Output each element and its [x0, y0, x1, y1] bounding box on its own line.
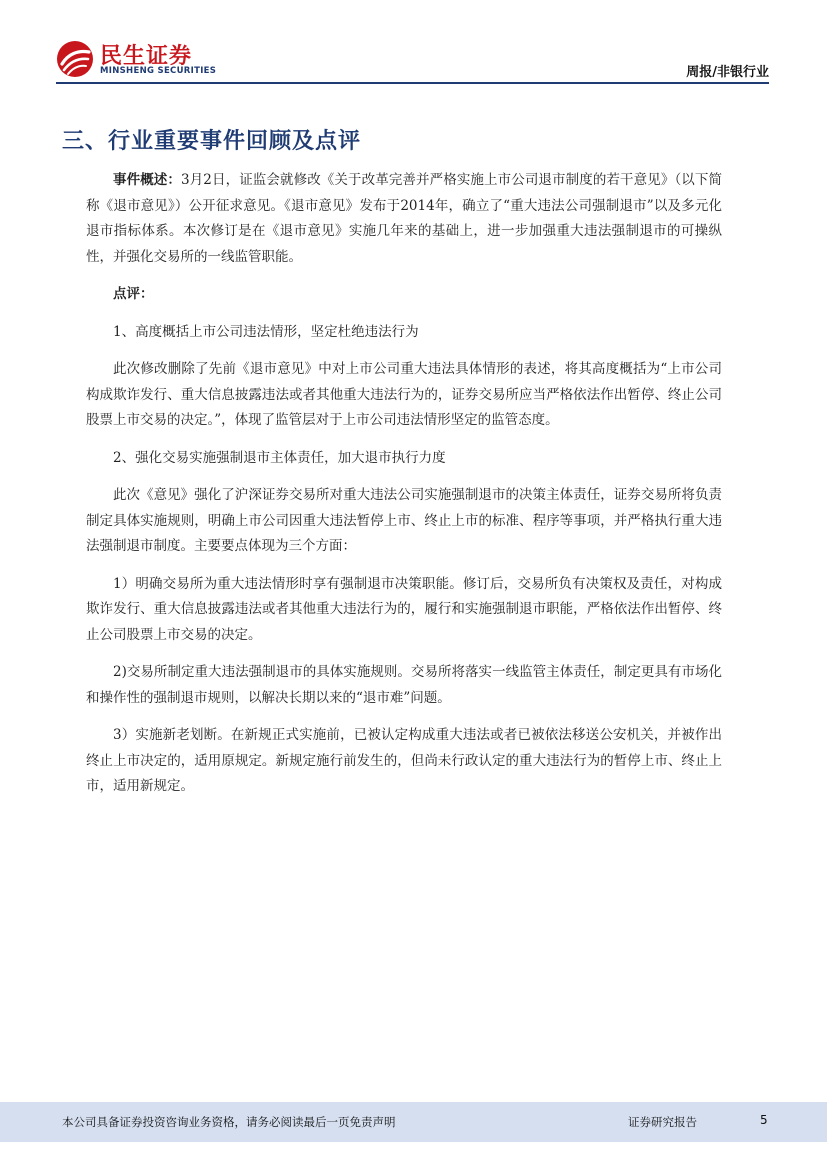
- event-summary-paragraph: [86, 168, 722, 270]
- minsheng-logo-icon: [56, 40, 94, 78]
- point-1-text: 此次修改删除了先前《退市意见》中对上市公司重大违法具体情形的表述，将其高度概括为“上市公司构成欺诈发行、重大信息披露违法或者其他重大违法行为的，证券交易所应当严格依法作出暂停、终止公司股票上市交易的决定。”，体现了监管层对于上市公司违法情形坚定的监管态度。: [86, 361, 722, 428]
- sub-point-3: 3）实施新老划断。在新规正式实施前，已被认定构成重大违法或者已被依法移送公安机关，并被作出终止上市决定的，适用原规定。新规定施行前发生的，但尚未行政认定的重大违法行为的暂停上市、终止上市，适用新规定。: [86, 727, 722, 794]
- section-title: 三、行业重要事件回顾及点评: [62, 129, 362, 154]
- page-header: [0, 0, 827, 86]
- header-divider: [56, 82, 769, 84]
- footer-doc-type: 证券研究报告: [628, 1115, 697, 1129]
- page-footer: [0, 1102, 827, 1142]
- event-summary-text: 3月2日，证监会就修改《关于改革完善并严格实施上市公司退市制度的若干意见》（以下简称《退市意见》）公开征求意见。《退市意见》发布于2014年，确立了“重大违法公司强制退市”以及多元化退市指标体系。本次修订是在《退市意见》实施几年来的基础上，进一步加强重大违法强制退市的可操纵性，并强化交易所的一线监管职能。: [86, 172, 722, 265]
- logo-text-en: MINSHENG SECURITIES: [100, 66, 217, 76]
- comment-label: 点评：: [113, 286, 154, 302]
- logo-text-cn: 民生证券: [100, 44, 193, 69]
- point-1-title: 1、高度概括上市公司违法情形，坚定杜绝违法行为: [113, 323, 419, 340]
- article-body: [86, 168, 722, 800]
- page-number: 5: [760, 1113, 768, 1127]
- point-2-title: 2、强化交易实施强制退市主体责任，加大退市执行力度: [113, 449, 446, 466]
- sub-point-1: 1）明确交易所为重大违法情形时享有强制退市决策职能。修订后，交易所负有决策权及责任，对构成欺诈发行、重大信息披露违法或者其他重大违法行为的，履行和实施强制退市职能，严格依法作出暂停、终止公司股票上市交易的决定。: [86, 575, 722, 643]
- point-2-text: 此次《意见》强化了沪深证券交易所对重大违法公司实施强制退市的决策主体责任，证券交易所将负责制定具体实施规则，明确上市公司因重大违法暂停上市、终止上市的标准、程序等事项，并严格执行重大违法强制退市制度。主要要点体现为三个方面：: [86, 487, 722, 554]
- report-type: 周报/非银行业: [686, 65, 769, 80]
- sub-point-2: 2)交易所制定重大违法强制退市的具体实施规则。交易所将落实一线监管主体责任，制定更具有市场化和操作性的强制退市规则，以解决长期以来的“退市难”问题。: [86, 664, 722, 706]
- footer-disclaimer: 本公司具备证券投资咨询业务资格，请务必阅读最后一页免责声明: [62, 1115, 396, 1129]
- event-summary-label: 事件概述：: [113, 172, 182, 188]
